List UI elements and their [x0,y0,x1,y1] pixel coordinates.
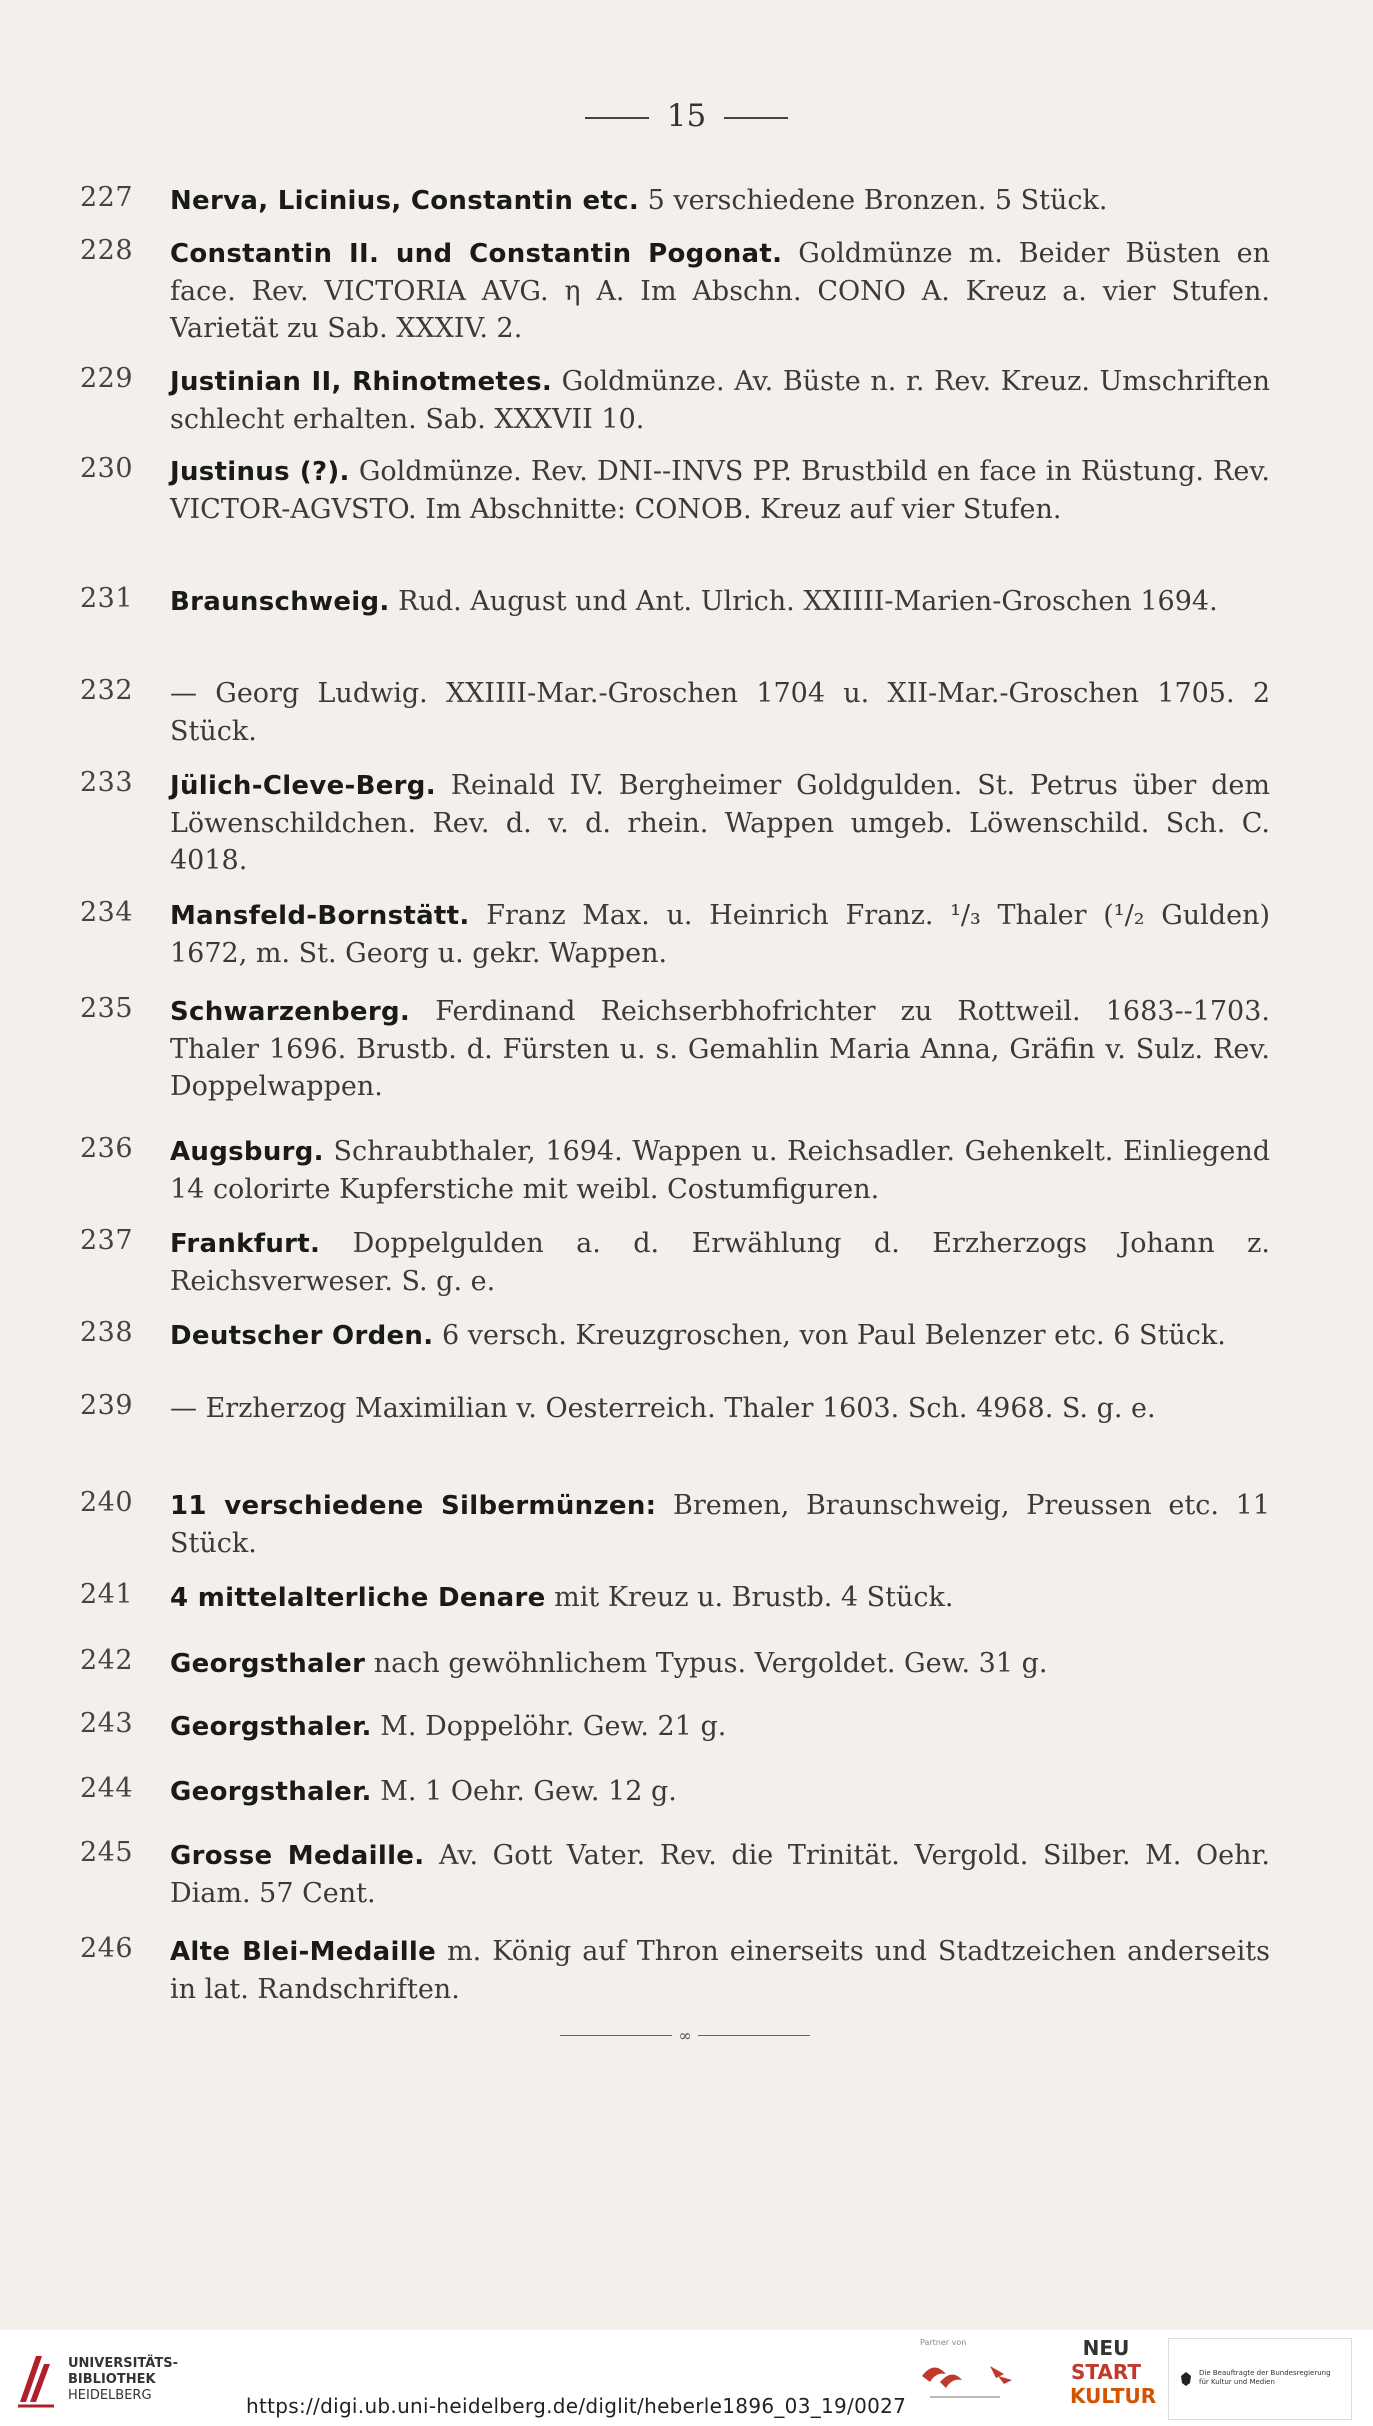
entry-number: 229 [80,363,134,394]
entry-description: mit Kreuz u. Brustb. 4 Stück. [545,1582,954,1613]
entry-heading: Justinian II, Rhinotmetes. [170,367,553,397]
entry-heading: Georgsthaler. [170,1712,372,1742]
entry-description: Av. Gott Vater. Rev. die Trinität. Vergold. Silber. M. Oehr. Diam. 57 Cent. [170,1840,1271,1909]
entry-heading: Justinus (?). [170,457,350,487]
page-number [0,98,1373,134]
entry-body [170,453,1270,528]
entry-description: Doppelgulden a. d. Erwählung d. Erzherzogs Johann z. Reichsverweser. S. g. e. [170,1228,1270,1297]
entry-body [170,1225,1270,1300]
entry-number: 237 [80,1225,134,1256]
entry-heading: Jülich-Cleve-Berg. [170,771,436,801]
page-number-dash-right [724,117,788,119]
neustart-kultur-logo[interactable]: NEU START KULTUR [1070,2336,1157,2408]
entry-heading: Grosse Medaille. [170,1841,425,1871]
entry-number: 242 [80,1645,134,1676]
entry-number: 241 [80,1579,134,1610]
entry-description: 6 versch. Kreuzgroschen, von Paul Belenzer etc. 6 Stück. [433,1320,1226,1351]
entry-heading: 11 verschiedene Silbermünzen: [170,1491,657,1521]
entry-description: M. Doppelöhr. Gew. 21 g. [371,1711,727,1742]
entry-number: 238 [80,1317,134,1348]
entry-heading: Frankfurt. [170,1229,321,1259]
entry-heading: Georgsthaler [170,1649,366,1679]
entry-body [170,993,1270,1105]
entry-description: Goldmünze. Rev. DNI--INVS PP. Brustbild en face in Rüstung. Rev. VICTOR-AGVSTO. Im Abschnitte: CONOB. Kreuz auf vier Stufen. [170,456,1270,525]
entry-body [170,1133,1270,1208]
entry-body [170,1487,1270,1562]
entry-description: 5 verschiedene Bronzen. 5 Stück. [639,185,1108,216]
entry-number: 246 [80,1933,134,1964]
entry-body [170,897,1270,972]
entry-body [170,767,1270,879]
entry-body [170,363,1270,438]
entry-number: 231 [80,583,134,614]
entry-heading: Alte Blei-Medaille [170,1937,437,1967]
entry-description: Bremen, Braunschweig, Preussen etc. 11 Stück. [170,1490,1271,1559]
bkm-logo[interactable] [1168,2338,1352,2420]
entry-number: 240 [80,1487,134,1518]
federal-eagle-icon [1179,2371,1193,2387]
entry-description: M. 1 Oehr. Gew. 12 g. [371,1776,677,1807]
entry-description: — Erzherzog Maximilian v. Oesterreich. Thaler 1603. Sch. 4968. S. g. e. [170,1393,1156,1424]
entry-description: Schraubthaler, 1694. Wappen u. Reichsadler. Gehenkelt. Einliegend 14 colorirte Kupferstiche mit weibl. Costumfiguren. [170,1136,1270,1205]
entry-description: — Georg Ludwig. XXIIII-Mar.-Groschen 1704 u. XII-Mar.-Groschen 1705. 2 Stück. [170,678,1270,747]
entry-body [170,675,1270,750]
entry-heading: Braunschweig. [170,587,390,617]
entry-heading: Mansfeld-Bornstätt. [170,901,470,931]
entry-number: 243 [80,1708,134,1739]
entry-number: 233 [80,767,134,798]
end-ornament [560,2025,810,2045]
entry-description: Goldmünze. Av. Büste n. r. Rev. Kreuz. Umschriften schlecht erhalten. Sab. XXXVII 10. [170,366,1270,435]
entry-body [170,1708,1270,1746]
entry-number: 232 [80,675,134,706]
entry-body [170,1390,1270,1428]
entry-number: 236 [80,1133,134,1164]
entry-number: 239 [80,1390,134,1421]
entry-number: 230 [80,453,134,484]
entry-body [170,1579,1270,1617]
footer-bar [0,2330,1373,2426]
entry-number: 244 [80,1773,134,1804]
page-number-text: 15 [666,98,707,134]
library-name: UNIVERSITÄTS- BIBLIOTHEK HEIDELBERG [68,2356,178,2403]
entry-heading: Nerva, Licinius, Constantin etc. [170,186,640,216]
page-number-dash-left [585,117,649,119]
entry-heading: Schwarzenberg. [170,997,411,1027]
entry-description: Franz Max. u. Heinrich Franz. ¹/₃ Thaler (¹/₂ Gulden) 1672, m. St. Georg u. gekr. Wappen. [170,900,1270,969]
entry-number: 234 [80,897,134,928]
entry-body [170,182,1270,220]
entry-body [170,235,1270,347]
ub-heidelberg-logo-icon [14,2350,58,2410]
entry-heading: Georgsthaler. [170,1777,372,1807]
entry-number: 235 [80,993,134,1024]
entry-description: m. König auf Thron einerseits und Stadtzeichen anderseits in lat. Randschriften. [170,1936,1270,2005]
entry-number: 245 [80,1837,134,1868]
ornament-knot-icon: ∞ [678,2025,692,2045]
entry-heading: Deutscher Orden. [170,1321,434,1351]
entry-description: Reinald IV. Bergheimer Goldgulden. St. Petrus über dem Löwenschildchen. Rev. d. v. d. rhein. Wappen umgeb. Löwenschild. Sch. C. 4018. [170,770,1270,876]
entry-heading: 4 mittelalterliche Denare [170,1583,546,1613]
entry-heading: Augsburg. [170,1137,324,1167]
entry-description: nach gewöhnlichem Typus. Vergoldet. Gew. 31 g. [365,1648,1048,1679]
ddb-logo-icon [900,2338,1050,2418]
entry-body [170,1933,1270,2008]
entry-body [170,1645,1270,1683]
entry-body [170,1837,1270,1912]
bkm-text: Die Beauftragte der Bundesregierung für Kultur und Medien [1199,2369,1331,2386]
entry-number: 228 [80,235,134,266]
entry-description: Ferdinand Reichserbhofrichter zu Rottweil. 1683--1703. Thaler 1696. Brustb. d. Fürsten u. s. Gemahlin Maria Anna, Gräfin v. Sulz. Rev. Doppelwappen. [170,996,1270,1102]
entry-body [170,583,1270,621]
entry-description: Rud. August und Ant. Ulrich. XXIIII-Marien-Groschen 1694. [389,586,1218,617]
permalink-url[interactable]: https://digi.ub.uni-heidelberg.de/diglit/heberle1896_03_19/0027 [246,2394,907,2418]
entry-heading: Constantin II. und Constantin Pogonat. [170,239,783,269]
entry-description: Goldmünze m. Beider Büsten en face. Rev. VICTORIA AVG. η A. Im Abschn. CONO A. Kreuz a. vier Stufen. Varietät zu Sab. XXXIV. 2. [170,238,1270,344]
entry-body [170,1317,1270,1355]
entry-body [170,1773,1270,1811]
university-library-logo[interactable] [14,2350,178,2410]
entry-number: 227 [80,182,134,213]
partner-logo[interactable]: Partner von [900,2338,1050,2422]
